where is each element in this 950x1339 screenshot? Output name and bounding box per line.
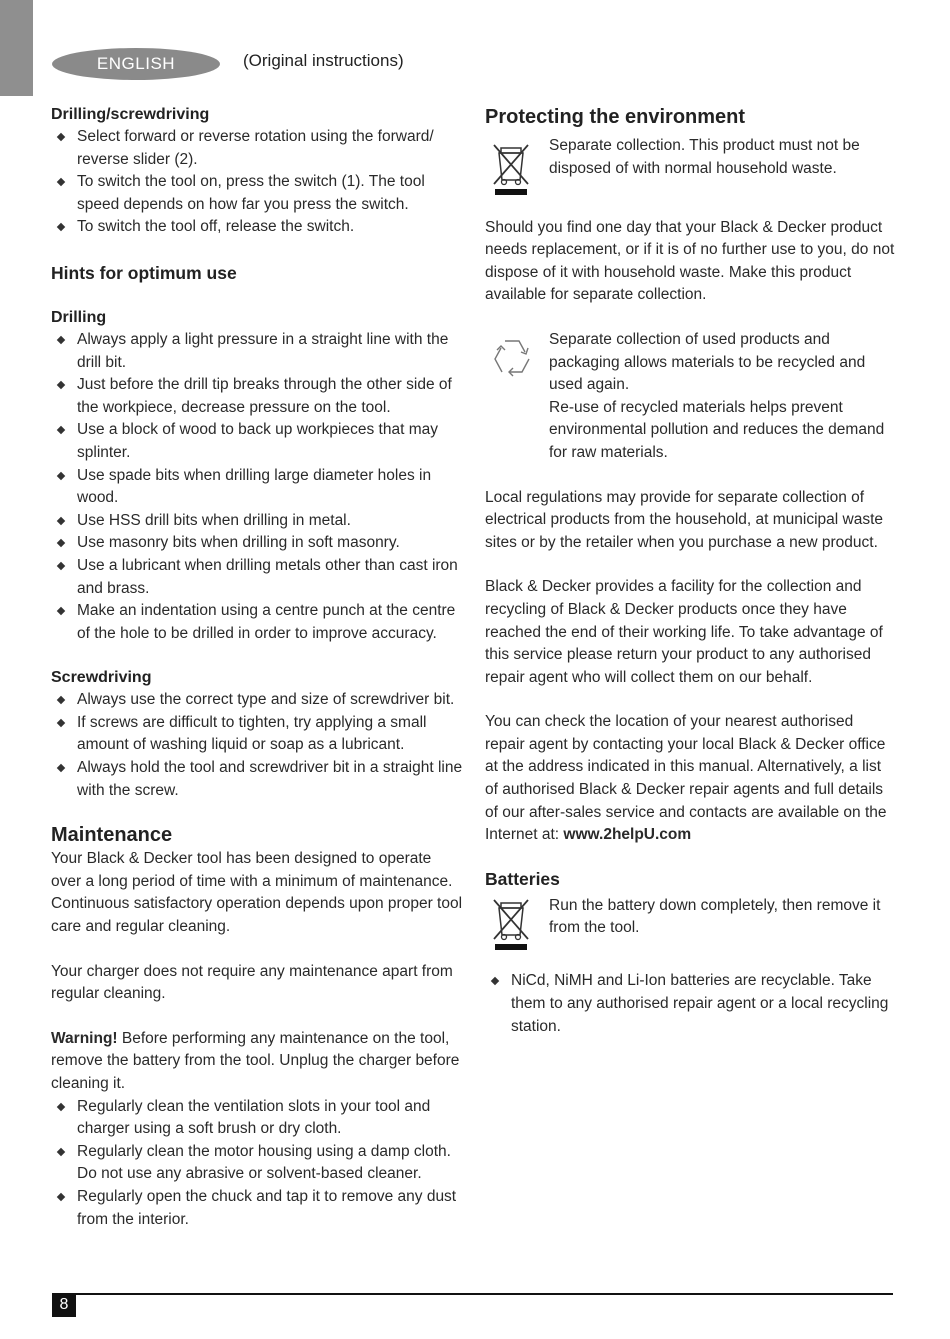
list-item: Use spade bits when drilling large diameter holes in wood.	[51, 465, 463, 510]
recycle-icon	[489, 329, 541, 389]
list-item: To switch the tool off, release the switch.	[51, 216, 463, 239]
bullet-diamond-icon	[57, 539, 65, 547]
bullet-diamond-icon	[57, 471, 65, 479]
list-item: Regularly clean the motor housing using a damp cloth. Do not use any abrasive or solvent-based cleaner.	[51, 1141, 463, 1186]
bullet-diamond-icon	[57, 1102, 65, 1110]
right-column	[485, 104, 895, 1038]
charger-paragraph: Your charger does not require any maintenance apart from regular cleaning.	[51, 962, 453, 1003]
recycling-row	[485, 329, 895, 465]
drilling-screwdriving-heading: Drilling/screwdriving	[51, 106, 210, 123]
bullet-diamond-icon	[57, 336, 65, 344]
environment-paragraph-2: Local regulations may provide for separate collection of electrical products from the household, at municipal waste sites or by the retailer when you purchase a new product.	[485, 488, 884, 551]
screwdriving-heading: Screwdriving	[51, 669, 152, 687]
environment-paragraph-1: Should you find one day that your Black & Decker product needs replacement, or if it is of no further use to you, do not dispose of it with household waste. Make this product available for separate collection.	[485, 218, 895, 304]
bullet-diamond-icon	[57, 426, 65, 434]
bullet-diamond-icon	[491, 977, 499, 985]
list-item: NiCd, NiMH and Li-Ion batteries are recyclable. Take them to any authorised repair agent or a local recycling station.	[485, 970, 895, 1038]
bullet-diamond-icon	[57, 562, 65, 570]
bullet-diamond-icon	[57, 223, 65, 231]
list-item: Always use the correct type and size of screwdriver bit.	[51, 689, 463, 712]
bullet-diamond-icon	[57, 516, 65, 524]
list-item: To switch the tool on, press the switch (1). The tool speed depends on how far you press the switch.	[51, 171, 463, 216]
batteries-heading: Batteries	[485, 868, 560, 889]
separate-collection-row	[485, 137, 895, 204]
bullet-diamond-icon	[57, 719, 65, 727]
list-item: Select forward or reverse rotation using the forward/ reverse slider (2).	[51, 126, 463, 171]
maintenance-paragraph: Your Black & Decker tool has been designed to operate over a long period of time with a minimum of maintenance. Continuous satisfactory operation depends upon proper tool care and regular cleaning.	[51, 850, 463, 936]
list-item: Use masonry bits when drilling in soft masonry.	[51, 532, 463, 555]
environment-paragraph-3: Black & Decker provides a facility for the collection and recycling of Black & Decker products once they have reached the end of their working life. To take advantage of this service please return your product to any authorised repair agent who will collect them on our behalf.	[485, 578, 883, 686]
maintenance-list	[51, 1096, 463, 1232]
environment-heading: Protecting the environment	[485, 106, 746, 128]
maintenance-heading: Maintenance	[51, 824, 173, 847]
left-column	[51, 104, 463, 1231]
list-item: Use a lubricant when drilling metals other than cast iron and brass.	[51, 555, 463, 600]
bullet-diamond-icon	[57, 381, 65, 389]
list-item: Regularly clean the ventilation slots in your tool and charger using a soft brush or dry cloth.	[51, 1096, 463, 1141]
recycling-text	[549, 329, 895, 465]
bullet-diamond-icon	[57, 607, 65, 615]
environment-paragraph-4: You can check the location of your nearest authorised repair agent by contacting your local Black & Decker office at the address indicated in this manual. Alternatively, a list of authorised Black & Decker repair agents and full details of our after-sales service and contacts are available on the Internet at: www.2helpU.com	[485, 713, 887, 844]
language-badge: ENGLISH	[52, 48, 220, 80]
footer-rule	[76, 1293, 893, 1295]
bullet-diamond-icon	[57, 1148, 65, 1156]
list-item: If screws are difficult to tighten, try applying a small amount of washing liquid or soap as a lubricant.	[51, 712, 463, 757]
separate-collection-text: Separate collection. This product must not be disposed of with normal household waste.	[549, 137, 860, 177]
crossed-bin-icon	[489, 140, 541, 204]
drilling-list	[51, 329, 463, 645]
recycling-text-1: Separate collection of used products and packaging allows materials to be recycled and used again.	[549, 330, 866, 394]
list-item: Use HSS drill bits when drilling in metal.	[51, 510, 463, 533]
warning-text: Before performing any maintenance on the tool, remove the battery from the tool. Unplug the charger before cleaning it.	[51, 1029, 460, 1092]
drilling-screwdriving-list	[51, 126, 463, 239]
hints-heading: Hints for optimum use	[51, 262, 237, 283]
side-tab	[0, 0, 33, 96]
list-item: Use a block of wood to back up workpieces that may splinter.	[51, 419, 463, 464]
batteries-text: Run the battery down completely, then remove it from the tool.	[549, 896, 881, 937]
bullet-diamond-icon	[57, 133, 65, 141]
bullet-diamond-icon	[57, 764, 65, 772]
list-item: Make an indentation using a centre punch at the centre of the hole to be drilled in order to improve accuracy.	[51, 600, 463, 645]
page-number: 8	[52, 1293, 76, 1317]
batteries-row	[485, 895, 895, 959]
bullet-diamond-icon	[57, 696, 65, 704]
list-item: Just before the drill tip breaks through the other side of the workpiece, decrease pressure on the tool.	[51, 374, 463, 419]
website-link[interactable]: www.2helpU.com	[563, 826, 692, 844]
list-item: Always hold the tool and screwdriver bit in a straight line with the screw.	[51, 757, 463, 802]
warning-label: Warning!	[51, 1029, 118, 1047]
bullet-diamond-icon	[57, 178, 65, 186]
original-instructions-label: (Original instructions)	[243, 51, 404, 70]
warning-paragraph	[51, 1028, 463, 1096]
crossed-bin-icon	[489, 895, 541, 959]
recycling-text-2: Re-use of recycled materials helps prevent environmental pollution and reduces the demand for raw materials.	[549, 398, 885, 461]
batteries-list	[485, 970, 895, 1038]
drilling-heading: Drilling	[51, 308, 107, 326]
screwdriving-list	[51, 689, 463, 802]
list-item: Always apply a light pressure in a straight line with the drill bit.	[51, 329, 463, 374]
list-item: Regularly open the chuck and tap it to remove any dust from the interior.	[51, 1186, 463, 1231]
bullet-diamond-icon	[57, 1193, 65, 1201]
